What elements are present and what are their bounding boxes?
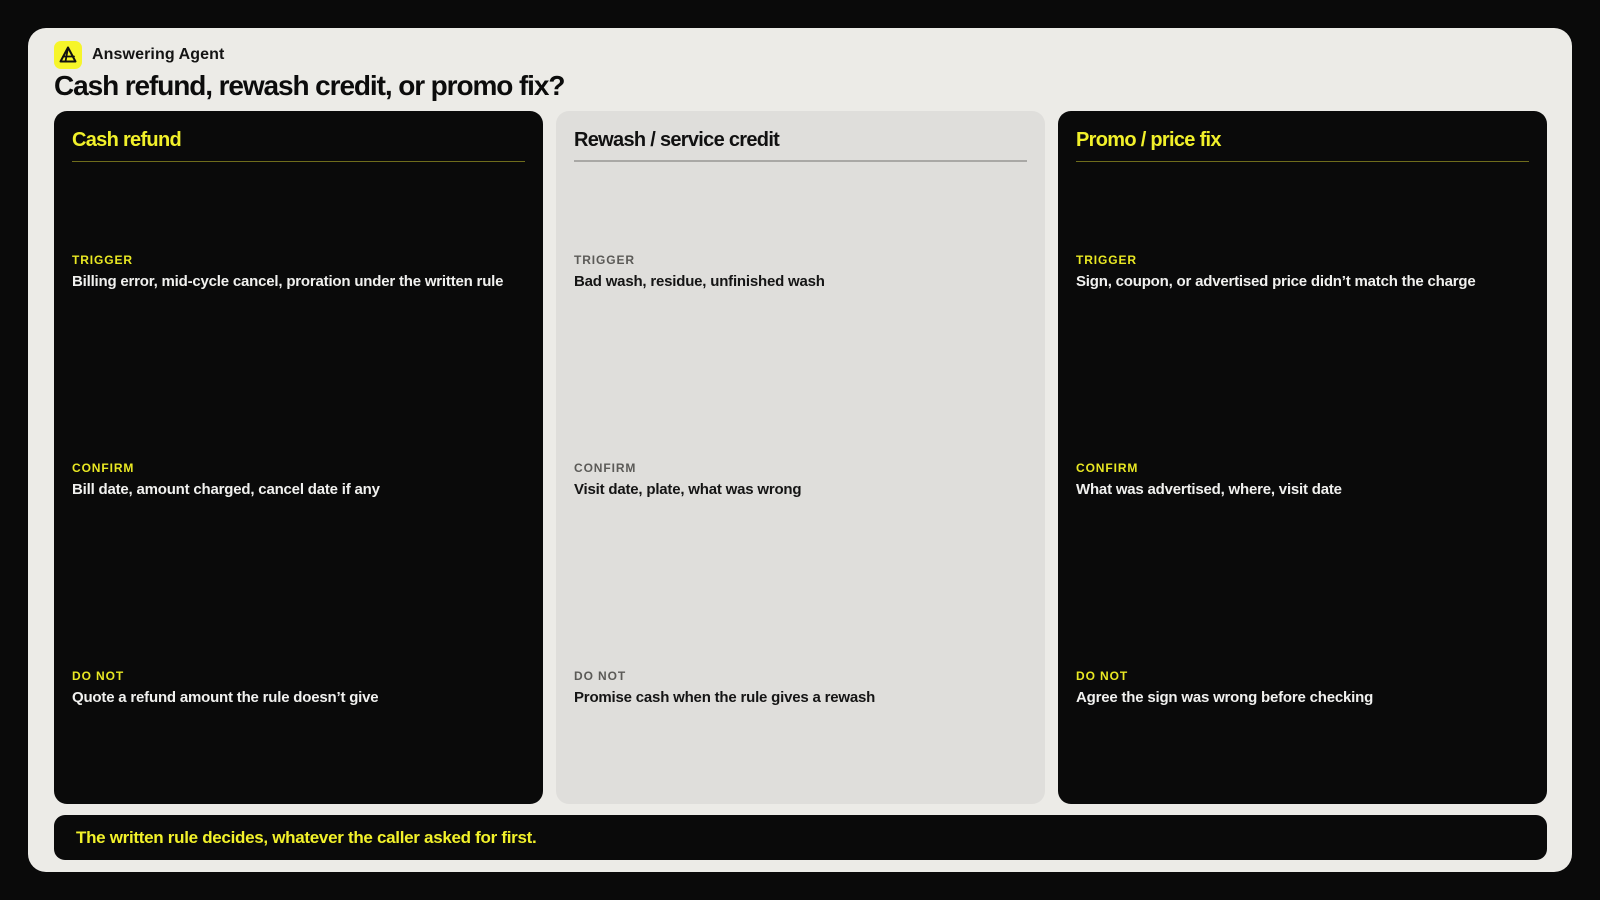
confirm-section — [72, 461, 531, 498]
column-promo-fix — [1058, 111, 1547, 804]
section-text: Bad wash, residue, unfinished wash — [574, 273, 825, 290]
section-label: CONFIRM — [1076, 461, 1139, 475]
section-text: Sign, coupon, or advertised price didn’t match the charge — [1076, 273, 1476, 290]
section-label: DO NOT — [72, 669, 125, 683]
confirm-section — [1076, 461, 1535, 498]
page-title: Cash refund, rewash credit, or promo fix? — [54, 70, 565, 101]
brand-name: Answering Agent — [92, 46, 225, 63]
column-title: Cash refund — [72, 129, 525, 162]
footer-callout — [54, 815, 1547, 860]
section-text: Visit date, plate, what was wrong — [574, 481, 802, 498]
section-label: DO NOT — [1076, 669, 1129, 683]
section-label: TRIGGER — [1076, 253, 1137, 267]
column-title: Rewash / service credit — [574, 129, 1027, 162]
do-not-section — [574, 669, 1033, 706]
section-label: CONFIRM — [72, 461, 135, 475]
do-not-section — [72, 669, 531, 706]
section-label: DO NOT — [574, 669, 627, 683]
section-text: What was advertised, where, visit date — [1076, 481, 1342, 498]
section-text: Billing error, mid-cycle cancel, proration under the written rule — [72, 273, 504, 290]
do-not-section — [1076, 669, 1535, 706]
section-text: Agree the sign was wrong before checking — [1076, 689, 1374, 706]
column-cash-refund — [54, 111, 543, 804]
slide-frame — [28, 28, 1572, 872]
column-title: Promo / price fix — [1076, 129, 1529, 162]
triangle-logo-icon — [54, 41, 82, 69]
column-rewash-credit — [556, 111, 1045, 804]
section-label: TRIGGER — [72, 253, 133, 267]
section-text: Bill date, amount charged, cancel date if any — [72, 481, 380, 498]
trigger-section — [1076, 253, 1535, 290]
section-label: CONFIRM — [574, 461, 637, 475]
trigger-section — [574, 253, 1033, 290]
section-text: Promise cash when the rule gives a rewash — [574, 689, 876, 706]
section-text: Quote a refund amount the rule doesn’t give — [72, 689, 379, 706]
brand-header — [54, 41, 224, 69]
trigger-section — [72, 253, 531, 290]
footer-text: The written rule decides, whatever the caller asked for first. — [76, 827, 537, 847]
section-label: TRIGGER — [574, 253, 635, 267]
confirm-section — [574, 461, 1033, 498]
